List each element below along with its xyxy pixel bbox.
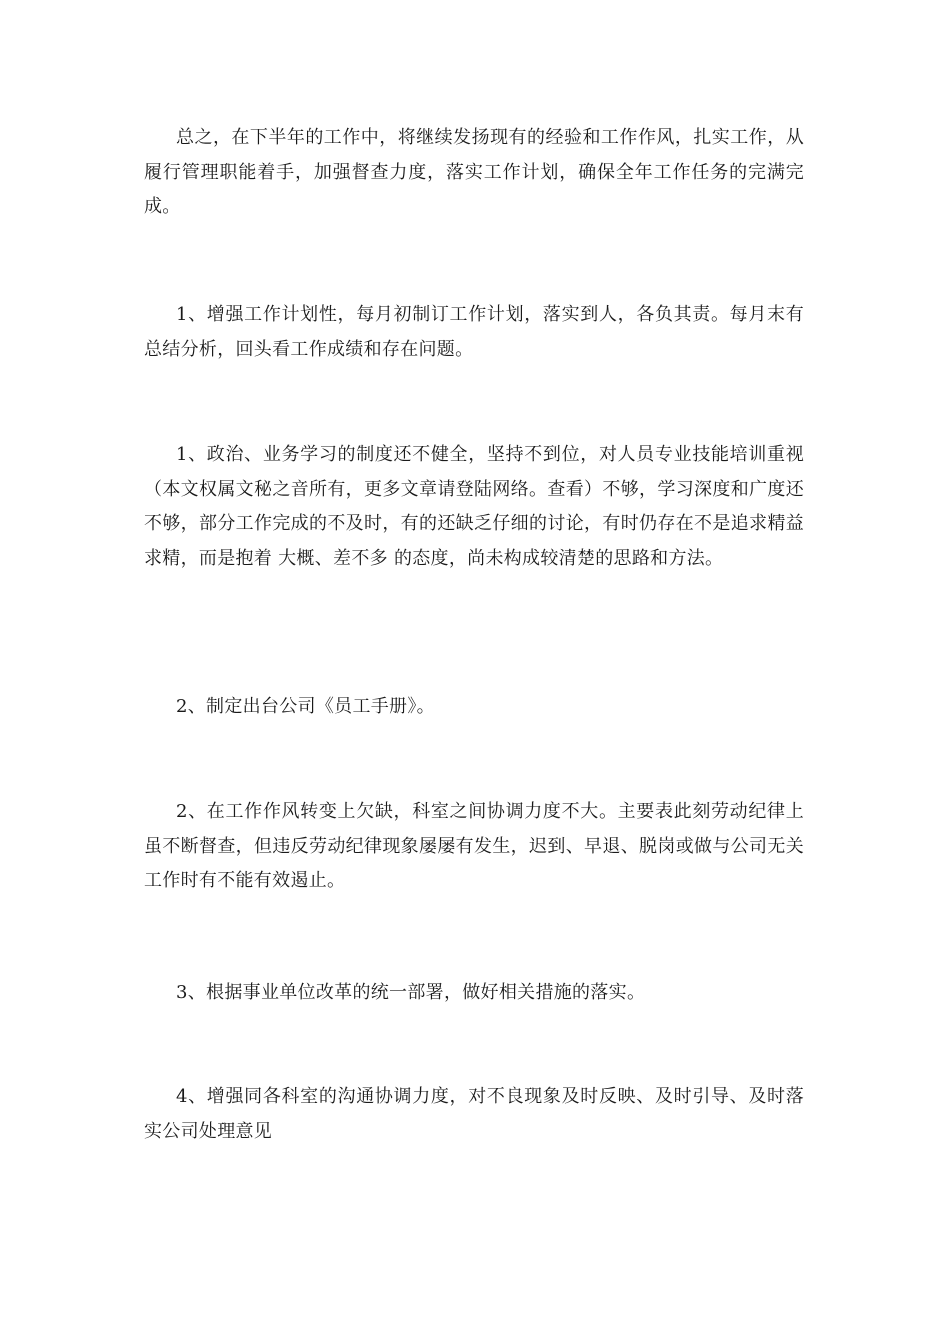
paragraph-plan-item-4: 4、增强同各科室的沟通协调力度，对不良现象及时反映、及时引导、及时落实公司处理意见: [144, 1086, 804, 1142]
paragraph-plan-item-2: 2、制定出台公司《员工手册》。: [176, 696, 435, 717]
paragraph-issue-item-2: 2、在工作作风转变上欠缺，科室之间协调力度不大。主要表此刻劳动纪律上虽不断督查，但违反劳动纪律现象屡屡有发生，迟到、早退、脱岗或做与公司无关工作时有不能有效遏止。: [144, 801, 804, 891]
paragraph-issue-item-1: 1、政治、业务学习的制度还不健全，坚持不到位，对人员专业技能培训重视（本文权属文秘之音所有，更多文章请登陆网络。查看）不够，学习深度和广度还不够，部分工作完成的不及时，有的还缺乏仔细的讨论，有时仍存在不是追求精益求精，而是抱着 大概、差不多 的态度，尚未构成较清楚的思路和方法。: [144, 444, 804, 569]
paragraph-summary: 总之，在下半年的工作中，将继续发扬现有的经验和工作作风，扎实工作，从履行管理职能着手，加强督查力度，落实工作计划，确保全年工作任务的完满完成。: [144, 127, 804, 217]
paragraph-plan-item-3: 3、根据事业单位改革的统一部署，做好相关措施的落实。: [176, 982, 646, 1003]
paragraph-plan-item-1: 1、增强工作计划性，每月初制订工作计划，落实到人，各负其责。每月末有总结分析，回头看工作成绩和存在问题。: [144, 304, 804, 360]
